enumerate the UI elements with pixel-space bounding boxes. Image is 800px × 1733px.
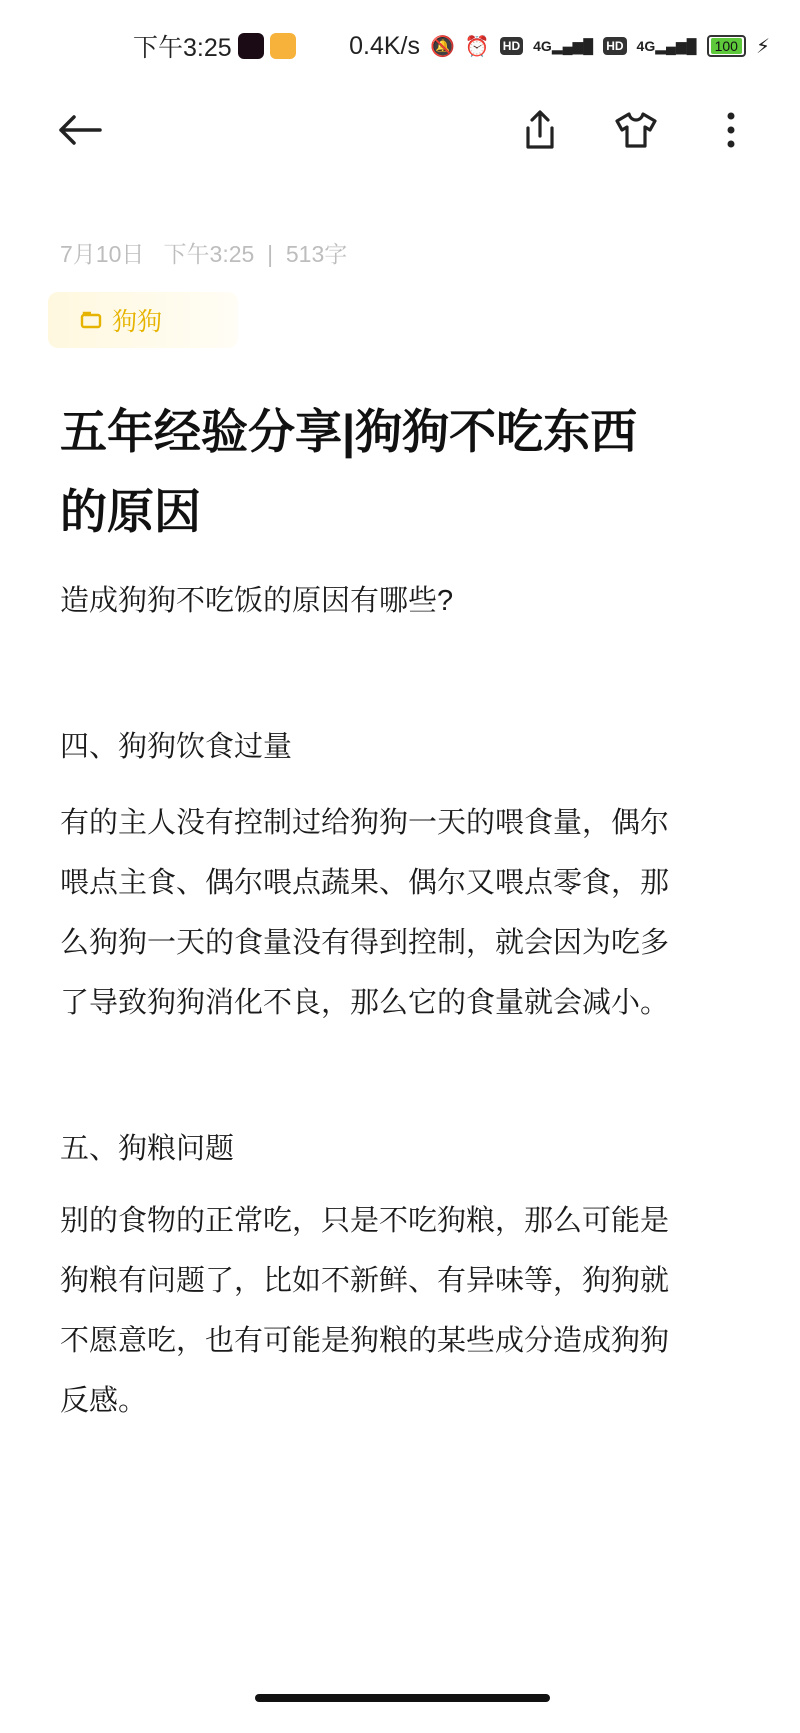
- net-speed: 0.4K/s: [349, 31, 420, 60]
- theme-button[interactable]: [606, 100, 666, 160]
- notes-app-icon: [270, 33, 296, 59]
- separator: |: [267, 241, 274, 267]
- title-line: 的原因: [60, 485, 201, 538]
- signal-icon: 4G ▂▄▆█: [533, 37, 594, 54]
- folder-icon: [80, 311, 102, 329]
- charging-icon: ⚡: [755, 35, 770, 58]
- home-indicator[interactable]: [255, 1694, 550, 1702]
- share-button[interactable]: [510, 100, 570, 160]
- word-count: 513字: [285, 241, 348, 267]
- tiktok-icon: [238, 33, 264, 59]
- paragraph-line: 狗粮有问题了，比如不新鲜、有异味等，狗狗就: [60, 1265, 670, 1297]
- paragraph-line: 了导致狗狗消化不良，那么它的食量就会减小。: [60, 987, 670, 1019]
- note-date: 7月10日: [60, 241, 145, 267]
- section-heading-4: 四、狗狗饮食过量: [60, 731, 293, 763]
- note-meta: [60, 236, 347, 269]
- note-time: 下午3:25: [163, 241, 255, 267]
- paragraph-line: 喂点主食、偶尔喂点蔬果、偶尔又喂点零食，那: [60, 867, 670, 899]
- share-icon: [522, 110, 558, 150]
- folder-tag[interactable]: [48, 292, 238, 348]
- status-bar: [133, 28, 770, 64]
- more-button[interactable]: [701, 100, 761, 160]
- paragraph-line: 反感。: [60, 1385, 148, 1417]
- battery-icon: 100: [707, 35, 746, 57]
- section-heading-5: 五、狗粮问题: [60, 1133, 235, 1165]
- alarm-icon: ⏰: [464, 35, 490, 58]
- paragraph-line: 有的主人没有控制过给狗狗一天的喂食量，偶尔: [60, 807, 670, 839]
- title-line: 五年经验分享|狗狗不吃东西: [60, 405, 638, 458]
- paragraph-line: 不愿意吃，也有可能是狗粮的某些成分造成狗狗: [60, 1325, 670, 1357]
- back-button[interactable]: [50, 100, 110, 160]
- paragraph-line: 别的食物的正常吃，只是不吃狗粮，那么可能是: [60, 1205, 670, 1237]
- note-title[interactable]: [60, 392, 637, 552]
- intro-text: 造成狗狗不吃饭的原因有哪些?: [60, 585, 454, 617]
- signal-icon-2: 4G ▂▄▆█: [636, 37, 697, 54]
- hd-icon-2: HD: [603, 37, 626, 55]
- hd-icon: HD: [500, 37, 523, 55]
- mute-bell-icon: 🔕: [429, 35, 455, 58]
- more-vertical-icon: [726, 112, 736, 148]
- back-arrow-icon: [58, 115, 102, 145]
- paragraph-line: 么狗狗一天的食量没有得到控制，就会因为吃多: [60, 927, 670, 959]
- tshirt-icon: [614, 111, 658, 149]
- status-time: 下午3:25: [133, 34, 232, 62]
- folder-tag-label: 狗狗: [112, 308, 163, 336]
